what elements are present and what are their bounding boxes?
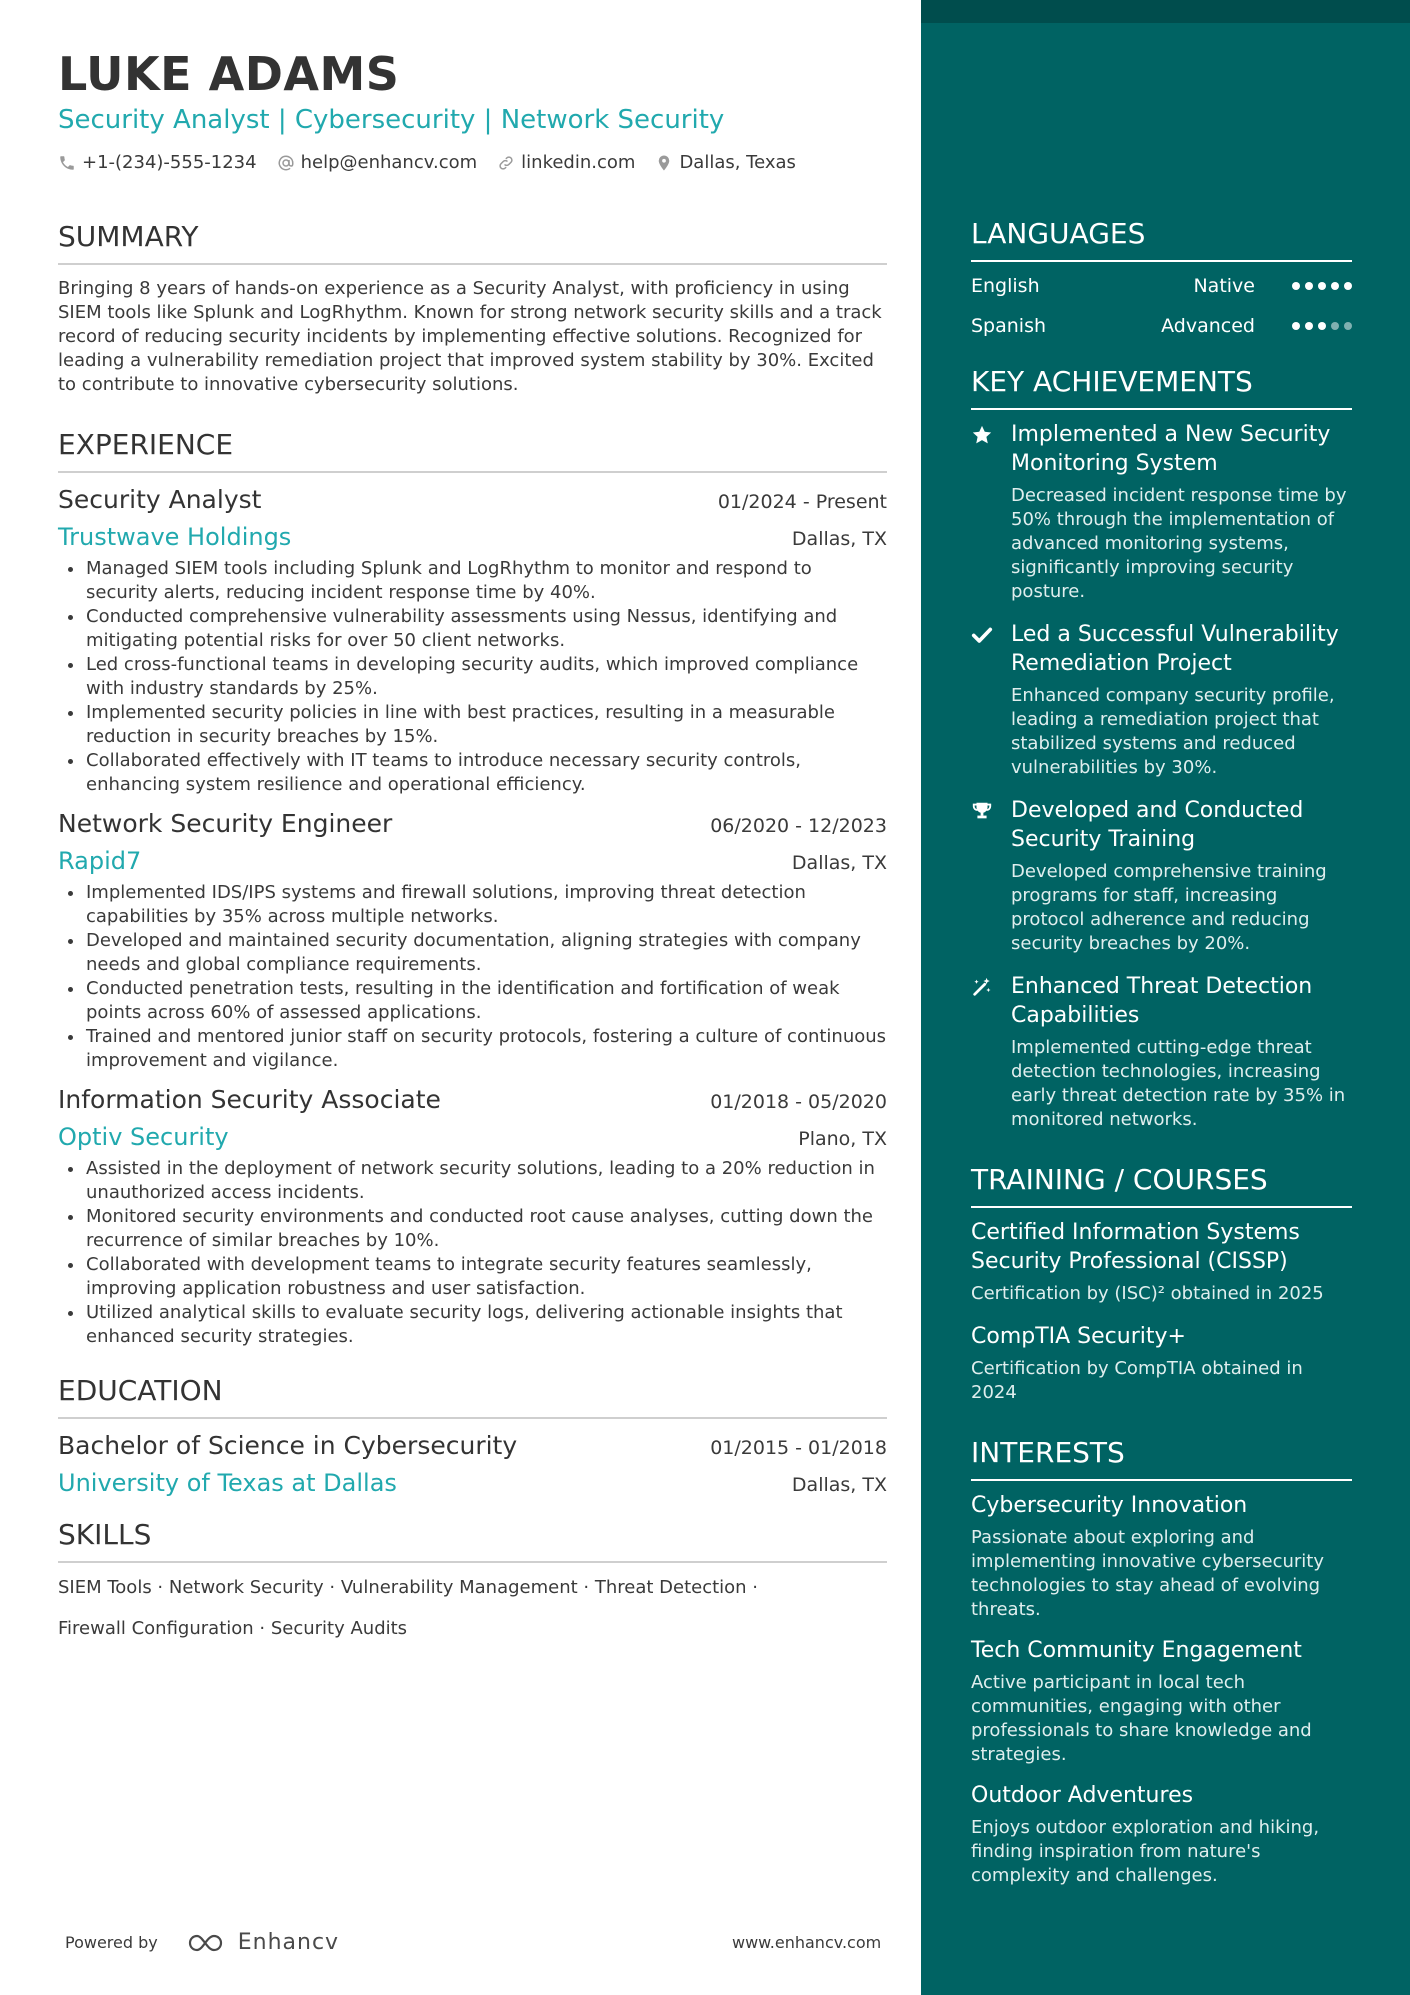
contact-phone[interactable]: [58, 152, 257, 173]
languages-title: LANGUAGES: [971, 216, 1352, 262]
achievement-title: Enhanced Threat Detection Capabilities: [1011, 974, 1313, 1028]
rating-dot-filled: [1318, 322, 1326, 330]
interest-desc: Enjoys outdoor exploration and hiking, finding inspiration from nature's complexity and challenges.: [971, 1817, 1320, 1886]
rating-dot-empty: [1331, 322, 1339, 330]
achievement-desc: Decreased incident response time by 50% through the implementation of advanced monitoring systems, significantly improving security posture.: [1011, 485, 1347, 602]
job-title: Network Security Engineer: [58, 809, 393, 838]
job-bullet: Developed and maintained security documentation, aligning strategies with company needs and global compliance requirements.: [58, 929, 887, 977]
magic-wand-icon: [971, 976, 993, 998]
candidate-name: LUKE ADAMS: [58, 47, 400, 101]
language-rating: [1287, 322, 1352, 330]
job-title: Information Security Associate: [58, 1085, 441, 1114]
location-pin-icon: [655, 154, 673, 172]
job-bullet: Led cross-functional teams in developing security audits, which improved compliance with industry standards by 25%.: [58, 653, 887, 701]
achievement-item: [971, 420, 1352, 604]
interest-desc: Active participant in local tech communities, engaging with other professionals to share knowledge and strategies.: [971, 1672, 1312, 1765]
job-location: Dallas, TX: [791, 852, 887, 874]
interest-item: [971, 1636, 1352, 1767]
languages-section: [971, 216, 1352, 342]
language-level: Native: [1193, 275, 1255, 297]
rating-dot-filled: [1331, 282, 1339, 290]
course-item: [971, 1322, 1352, 1405]
sidebar: [921, 0, 1410, 1995]
infinity-icon: [186, 1932, 232, 1954]
job-bullets: [58, 557, 887, 797]
skills-title: SKILLS: [58, 1517, 887, 1563]
rating-dot-empty: [1344, 322, 1352, 330]
achievement-desc: Developed comprehensive training programs for staff, increasing protocol adherence and reducing security breaches by 20%.: [1011, 861, 1327, 954]
job-bullet: Conducted penetration tests, resulting in the identification and fortification of weak points across 60% of assessed applications.: [58, 977, 887, 1025]
achievement-title: Developed and Conducted Security Training: [1011, 798, 1304, 852]
main-column: [58, 46, 887, 1649]
sidebar-content: [971, 216, 1352, 1888]
job-title: Security Analyst: [58, 485, 262, 514]
education-dates: 01/2015 - 01/2018: [710, 1437, 887, 1459]
experience-title: EXPERIENCE: [58, 427, 887, 473]
link-icon: [497, 154, 515, 172]
achievement-title: Led a Successful Vulnerability Remediation Project: [1011, 622, 1339, 676]
course-item: [971, 1218, 1352, 1306]
interests-title: INTERESTS: [971, 1435, 1352, 1481]
enhancv-logo[interactable]: [186, 1930, 339, 1955]
powered-by-label: Powered by: [65, 1933, 158, 1952]
course-desc: Certification by (ISC)² obtained in 2025: [971, 1283, 1324, 1304]
course-desc: Certification by CompTIA obtained in 2024: [971, 1358, 1303, 1403]
rating-dot-filled: [1318, 282, 1326, 290]
website-text: linkedin.com: [521, 152, 636, 173]
at-sign-icon: [277, 154, 295, 172]
contact-location: [655, 152, 796, 173]
phone-text: +1-(234)-555-1234: [82, 152, 257, 173]
language-name: English: [971, 275, 1040, 297]
job-bullet: Assisted in the deployment of network security solutions, leading to a 20% reduction in unauthorized access incidents.: [58, 1157, 887, 1205]
language-name: Spanish: [971, 315, 1047, 337]
skills-line: Firewall Configuration · Security Audits: [58, 1618, 408, 1639]
achievement-item: [971, 620, 1352, 780]
interest-name: Cybersecurity Innovation: [971, 1493, 1248, 1518]
job-entry: [58, 807, 887, 1073]
school-name: University of Texas at Dallas: [58, 1469, 397, 1497]
rating-dot-filled: [1344, 282, 1352, 290]
footer-powered-by: [65, 1930, 339, 1955]
training-title: TRAINING / COURSES: [971, 1162, 1352, 1208]
achievement-title: Implemented a New Security Monitoring System: [1011, 422, 1331, 476]
summary-title: SUMMARY: [58, 219, 887, 265]
interest-item: [971, 1781, 1352, 1888]
achievement-item: [971, 972, 1352, 1132]
candidate-headline: Security Analyst | Cybersecurity | Network Security: [58, 105, 725, 135]
job-bullets: [58, 1157, 887, 1349]
language-row: [971, 310, 1352, 342]
course-name: CompTIA Security+: [971, 1324, 1186, 1349]
degree-title: Bachelor of Science in Cybersecurity: [58, 1431, 518, 1460]
education-section: [58, 1373, 887, 1499]
job-company: Trustwave Holdings: [58, 523, 292, 551]
job-bullet: Implemented IDS/IPS systems and firewall solutions, improving threat detection capabilities by 35% across multiple networks.: [58, 881, 887, 929]
education-title: EDUCATION: [58, 1373, 887, 1419]
trophy-icon: [971, 800, 993, 822]
rating-dot-filled: [1292, 282, 1300, 290]
language-rating: [1287, 282, 1352, 290]
achievements-section: [971, 364, 1352, 1132]
job-bullet: Trained and mentored junior staff on security protocols, fostering a culture of continuous improvement and vigilance.: [58, 1025, 887, 1073]
job-dates: 01/2024 - Present: [717, 491, 887, 513]
course-name: Certified Information Systems Security Professional (CISSP): [971, 1220, 1300, 1274]
contact-email[interactable]: [277, 152, 478, 173]
job-dates: 06/2020 - 12/2023: [710, 815, 887, 837]
job-bullet: Collaborated with development teams to integrate security features seamlessly, improving application robustness and user satisfaction.: [58, 1253, 887, 1301]
school-location: Dallas, TX: [791, 1474, 887, 1496]
job-bullet: Implemented security policies in line with best practices, resulting in a measurable reduction in security breaches by 15%.: [58, 701, 887, 749]
interest-item: [971, 1491, 1352, 1622]
job-location: Plano, TX: [798, 1128, 887, 1150]
language-level: Advanced: [1161, 315, 1255, 337]
job-entry: [58, 1083, 887, 1349]
experience-section: [58, 427, 887, 1349]
rating-dot-filled: [1305, 282, 1313, 290]
job-bullet: Monitored security environments and conducted root cause analyses, cutting down the recurrence of similar breaches by 10%.: [58, 1205, 887, 1253]
star-icon: [971, 424, 993, 446]
job-entry: [58, 483, 887, 797]
achievement-desc: Enhanced company security profile, leading a remediation project that stabilized systems and reduced vulnerabilities by 30%.: [1011, 685, 1335, 778]
contact-website[interactable]: [497, 152, 635, 173]
location-text: Dallas, Texas: [679, 152, 796, 173]
sidebar-top-band: [921, 0, 1410, 23]
training-section: [971, 1162, 1352, 1405]
summary-section: [58, 219, 887, 397]
footer-url[interactable]: www.enhancv.com: [732, 1933, 882, 1952]
achievement-item: [971, 796, 1352, 956]
rating-dot-filled: [1292, 322, 1300, 330]
rating-dot-filled: [1305, 322, 1313, 330]
job-bullets: [58, 881, 887, 1073]
contact-bar: [58, 152, 887, 173]
skills-line: SIEM Tools · Network Security · Vulnerability Management · Threat Detection ·: [58, 1577, 759, 1598]
skills-list: [58, 1567, 887, 1649]
interest-name: Tech Community Engagement: [971, 1638, 1302, 1663]
job-dates: 01/2018 - 05/2020: [710, 1091, 887, 1113]
job-company: Optiv Security: [58, 1123, 229, 1151]
language-row: [971, 270, 1352, 302]
check-icon: [971, 624, 993, 646]
achievements-title: KEY ACHIEVEMENTS: [971, 364, 1352, 410]
skills-section: [58, 1517, 887, 1649]
job-bullet: Collaborated effectively with IT teams to introduce necessary security controls, enhancing system resilience and operational efficiency.: [58, 749, 887, 797]
summary-text: Bringing 8 years of hands-on experience as a Security Analyst, with proficiency in using SIEM tools like Splunk and LogRhythm. Known for strong network security skills and a track record of reducing security incidents by implementing effective solutions. Recognized for leading a vulnerability remediation project that improved system stability by 30%. Excited to contribute to innovative cybersecurity solutions.: [58, 278, 882, 395]
job-bullet: Utilized analytical skills to evaluate security logs, delivering actionable insights that enhanced security strategies.: [58, 1301, 887, 1349]
job-bullet: Conducted comprehensive vulnerability assessments using Nessus, identifying and mitigating potential risks for over 50 client networks.: [58, 605, 887, 653]
job-company: Rapid7: [58, 847, 142, 875]
interests-section: [971, 1435, 1352, 1888]
interest-desc: Passionate about exploring and implementing innovative cybersecurity technologies to stay ahead of evolving threats.: [971, 1527, 1325, 1620]
brand-name: Enhancv: [237, 1930, 340, 1955]
education-entry: [58, 1429, 887, 1499]
interest-name: Outdoor Adventures: [971, 1783, 1194, 1808]
job-location: Dallas, TX: [791, 528, 887, 550]
achievement-desc: Implemented cutting-edge threat detection technologies, increasing early threat detection rate by 35% in monitored networks.: [1011, 1037, 1346, 1130]
email-text: help@enhancv.com: [300, 152, 478, 173]
job-bullet: Managed SIEM tools including Splunk and LogRhythm to monitor and respond to security alerts, reducing incident response time by 40%.: [58, 557, 887, 605]
phone-icon: [58, 154, 76, 172]
